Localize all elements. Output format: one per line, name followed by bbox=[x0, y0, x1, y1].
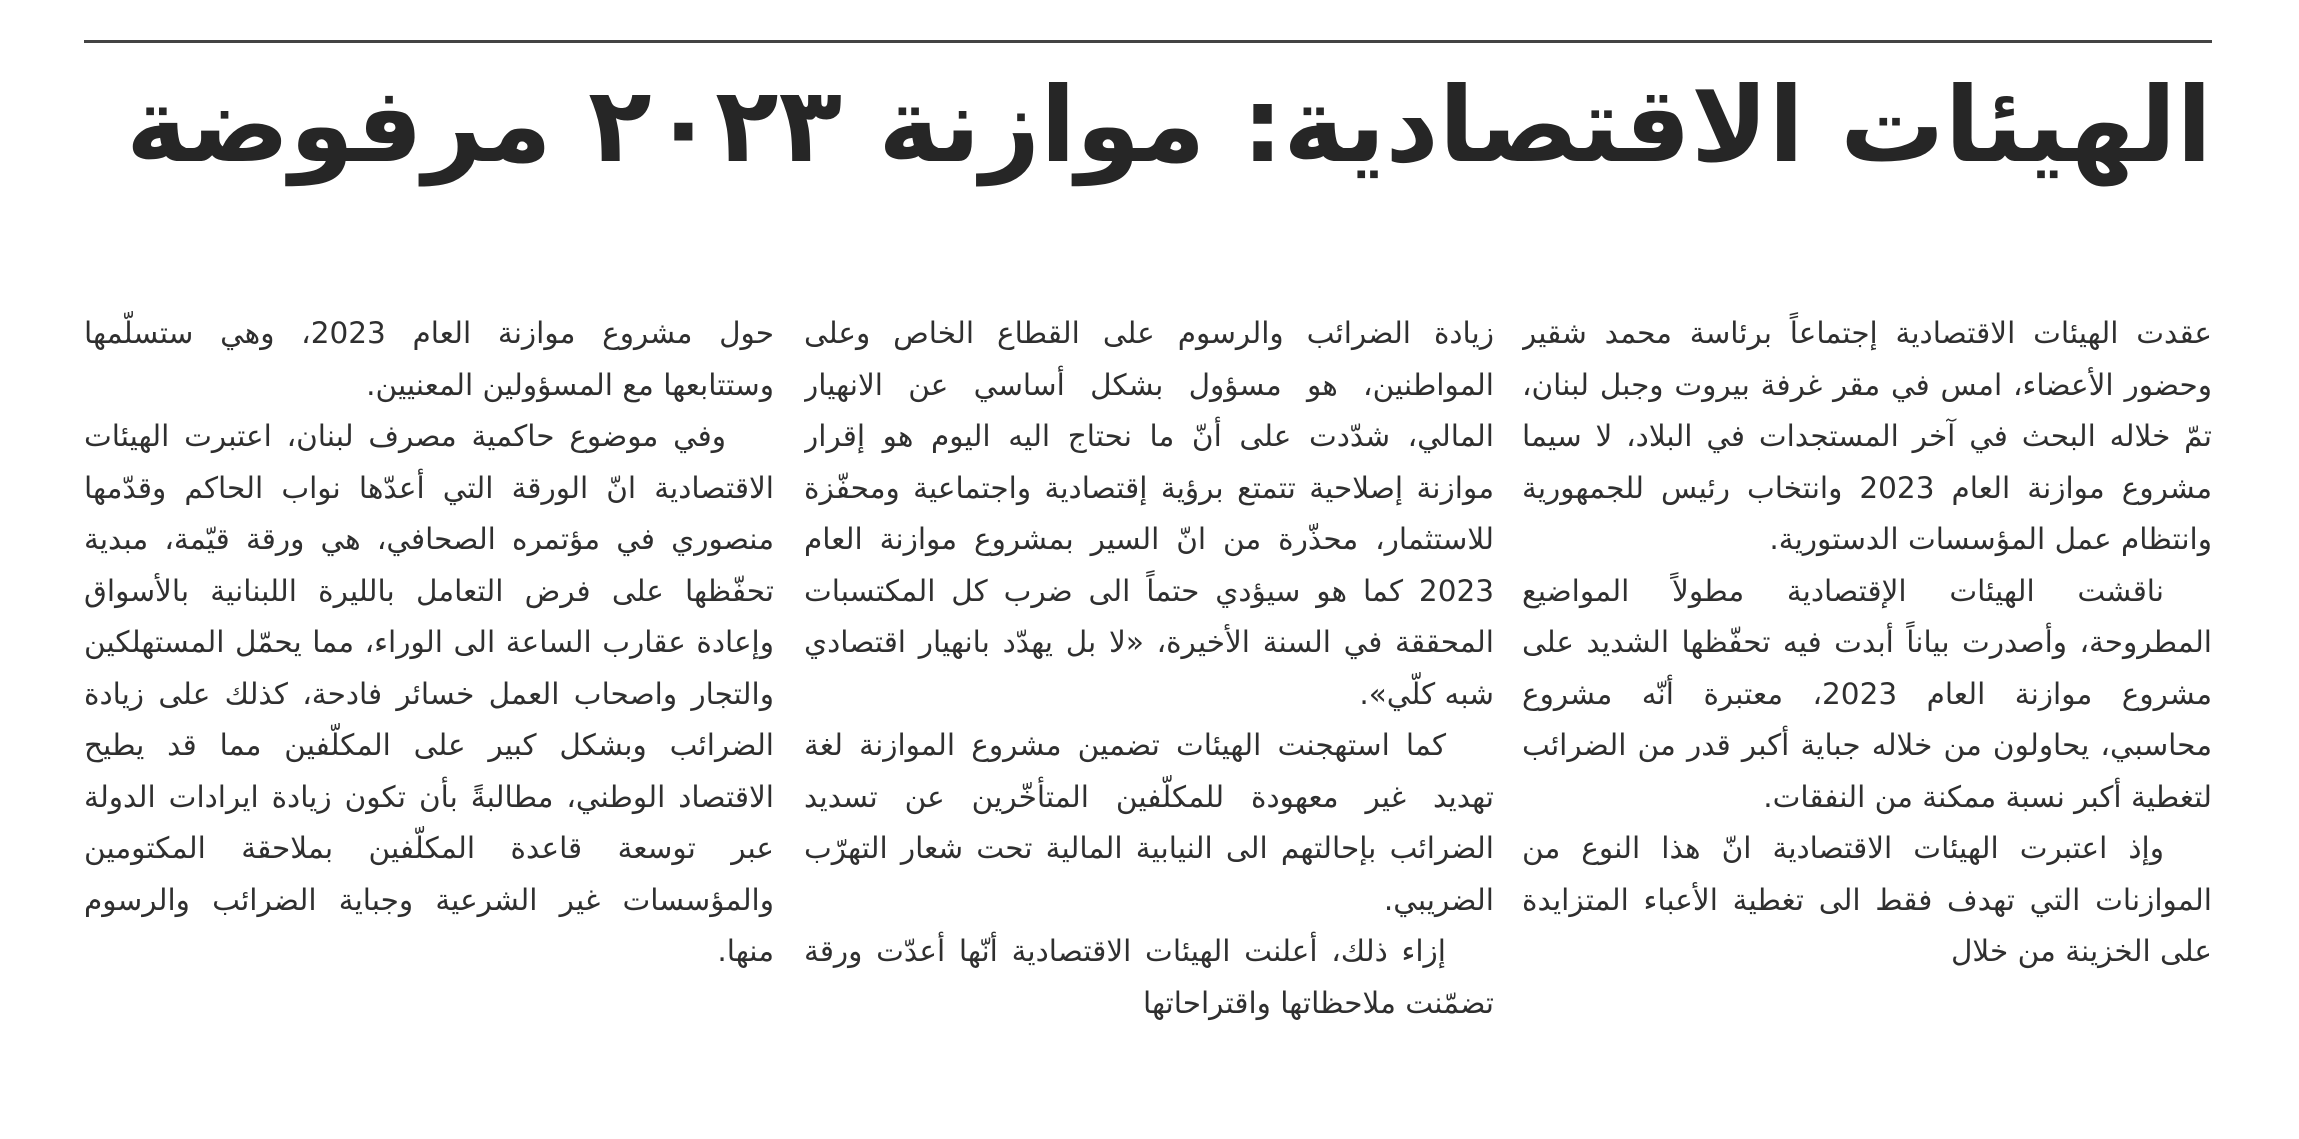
paragraph: إزاء ذلك، أعلنت الهيئات الاقتصادية أنّها أعدّت ورقة تضمّنت ملاحظاتها واقتراحاتها bbox=[804, 934, 1494, 1020]
article-headline: الهيئات الاقتصادية: موازنة ٢٠٢٣ مرفوضة bbox=[125, 64, 2212, 186]
top-rule bbox=[84, 40, 2212, 43]
paragraph: ناقشت الهيئات الإقتصادية مطولاً المواضيع المطروحة، وأصدرت بياناً أبدت فيه تحفّظها الشديد على مشروع موازنة العام 2023، معتبرة أنّه مشروع محاسبي، يحاولون من خلاله جباية أكبر قدر من الضرائب لتغطية أكبر نسبة ممكنة من النفقات. bbox=[1522, 573, 2212, 814]
paragraph: حول مشروع موازنة العام 2023، وهي ستسلّمها وستتابعها مع المسؤولين المعنيين. bbox=[84, 316, 774, 402]
article-column-left bbox=[84, 308, 774, 1088]
paragraph: كما استهجنت الهيئات تضمين مشروع الموازنة لغة تهديد غير معهودة للمكلّفين المتأخّرين عن تسديد الضرائب بإحالتهم الى النيابية المالية تحت شعار التهرّب الضريبي. bbox=[804, 728, 1494, 917]
paragraph: زيادة الضرائب والرسوم على القطاع الخاص وعلى المواطنين، هو مسؤول بشكل أساسي عن الانهيار المالي، شدّدت على أنّ ما نحتاج اليه اليوم هو إقرار موازنة إصلاحية تتمتع برؤية إقتصادية واجتماعية ومحفّزة للاستثمار، محذّرة من انّ السير بمشروع موازنة العام 2023 كما هو سيؤدي حتماً الى ضرب كل المكتسبات المحققة في السنة الأخيرة، «لا بل يهدّد بانهيار اقتصادي شبه كلّي». bbox=[804, 316, 1494, 711]
paragraph: وإذ اعتبرت الهيئات الاقتصادية انّ هذا النوع من الموازنات التي تهدف فقط الى تغطية الأعباء المتزايدة على الخزينة من خلال bbox=[1522, 831, 2212, 968]
paragraph: وفي موضوع حاكمية مصرف لبنان، اعتبرت الهيئات الاقتصادية انّ الورقة التي أعدّها نواب الحاكم وقدّمها منصوري في مؤتمره الصحافي، هي ورقة قيّمة، مبدية تحفّظها على فرض التعامل بالليرة اللبنانية بالأسواق وإعادة عقارب الساعة الى الوراء، مما يحمّل المستهلكين والتجار واصحاب العمل خسائر فادحة، كذلك على زيادة الضرائب وبشكل كبير على المكلّفين مما قد يطيح الاقتصاد الوطني، مطالبةً بأن تكون زيادة ايرادات الدولة عبر توسعة قاعدة المكلّفين بملاحقة المكتومين والمؤسسات غير الشرعية وجباية الضرائب والرسوم منها. bbox=[84, 419, 774, 968]
paragraph: عقدت الهيئات الاقتصادية إجتماعاً برئاسة محمد شقير وحضور الأعضاء، امس في مقر غرفة بيروت وجبل لبنان، تمّ خلاله البحث في آخر المستجدات في البلاد، لا سيما مشروع موازنة العام 2023 وانتخاب رئيس للجمهورية وانتظام عمل المؤسسات الدستورية. bbox=[1522, 316, 2212, 556]
article-column-middle bbox=[804, 308, 1494, 1088]
article-column-right bbox=[1522, 308, 2212, 1088]
